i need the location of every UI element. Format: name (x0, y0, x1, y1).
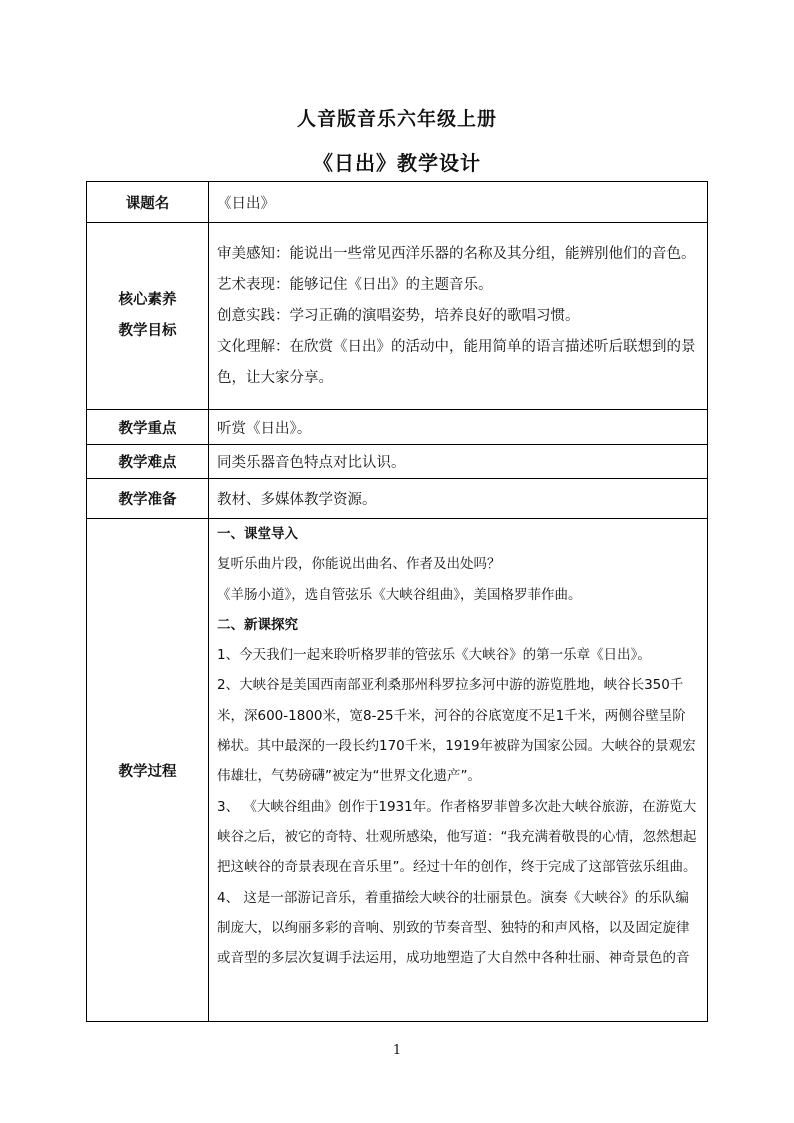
explore-para-1: 1、今天我们一起来聆听格罗菲的管弦乐《大峡谷》的第一乐章《日出》。 (217, 647, 651, 664)
key-point-value: 听赏《日出》。 (209, 410, 708, 445)
goals-label-line2: 教学目标 (118, 323, 177, 339)
process-label: 教学过程 (87, 519, 209, 1022)
topic-value: 《日出》 (209, 182, 708, 223)
section-heading-explore: 二、新课探究 (217, 616, 298, 633)
table-row-topic (87, 182, 708, 223)
lesson-plan-table (86, 181, 708, 1022)
goals-label-line1: 核心素养 (118, 292, 177, 308)
explore-para-3: 3、 《大峡谷组曲》创作于1931年。作者格罗菲曾多次赴大峡谷旅游，在游览大峡谷之后，被它的奇特、壮观所感染，他写道：“我充满着敬畏的心情，忽然想起把这峡谷的奇景表现在音乐里”。经过十年的创作，终于完成了这部管弦乐组曲。 (217, 798, 697, 876)
explore-para-4: 4、 这是一部游记音乐，着重描绘大峡谷的壮丽景色。演奏《大峡谷》的乐队编制庞大，以绚丽多彩的音响、别致的节奏音型、独特的和声风格，以及固定旋律或音型的多层次复调手法运用，成功地塑造了大自然中各种壮丽、神奇景色的音 (217, 889, 690, 967)
intro-line-1: 复听乐曲片段，你能说出曲名、作者及出处吗？ (217, 556, 501, 573)
difficulty-value: 同类乐器音色特点对比认识。 (209, 445, 708, 479)
key-point-label: 教学重点 (87, 410, 209, 445)
explore-para-2: 2、大峡谷是美国西南部亚利桑那州科罗拉多河中游的游览胜地，峡谷长350千米，深600-1800米，宽8-25千米，河谷的谷底宽度不足1千米，两侧谷壁呈阶梯状。其中最深的一段长约170千米，1919年被辟为国家公园。大峡谷的景观宏伟雄壮，气势磅礴”被定为“世界文化遗产”。 (217, 677, 696, 785)
goals-content (209, 223, 708, 410)
process-content (209, 519, 708, 1022)
goal-expression: 艺术表现：能够记住《日出》的主题音乐。 (217, 276, 493, 293)
goal-practice: 创意实践：学习正确的演唱姿势，培养良好的歌唱习惯。 (217, 307, 580, 324)
table-row-process (87, 519, 708, 1022)
topic-label: 课题名 (87, 182, 209, 223)
difficulty-label: 教学难点 (87, 445, 209, 479)
section-heading-intro: 一、课堂导入 (217, 526, 298, 542)
intro-line-2: 《羊肠小道》，选自管弦乐《大峡谷组曲》，美国格罗菲作曲。 (217, 586, 582, 603)
document-title: 人音版音乐六年级上册 (296, 108, 497, 130)
table-row-preparation (87, 479, 708, 519)
page-number: 1 (392, 1043, 402, 1058)
document-subtitle: 《日出》教学设计 (313, 151, 481, 175)
goals-label (87, 223, 209, 410)
goal-culture: 文化理解：在欣赏《日出》的活动中，能用简单的语言描述听后联想到的景色，让大家分享。 (217, 338, 696, 386)
goal-aesthetic: 审美感知：能说出一些常见西洋乐器的名称及其分组，能辨别他们的音色。 (217, 245, 696, 262)
preparation-label: 教学准备 (87, 479, 209, 519)
table-row-difficulty (87, 445, 708, 479)
table-row-goals (87, 223, 708, 410)
preparation-value: 教材、多媒体教学资源。 (209, 479, 708, 519)
table-row-key-point (87, 410, 708, 445)
